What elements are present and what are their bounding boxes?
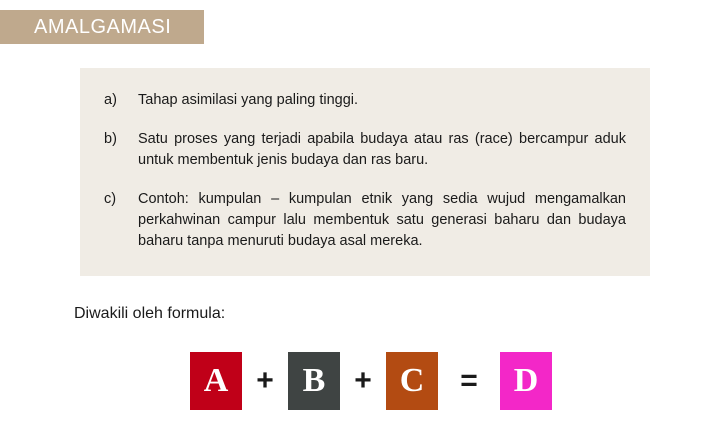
list-item-marker: a) <box>104 92 117 108</box>
list-item-text: Tahap asimilasi yang paling tinggi. <box>138 92 359 108</box>
list-item-marker: c) <box>104 191 117 208</box>
formula-tile-c: C <box>386 352 438 410</box>
content-box <box>80 68 650 276</box>
list-item <box>104 90 626 111</box>
formula-tile-b: B <box>288 352 340 410</box>
list-item <box>104 129 626 171</box>
formula-caption: Diwakili oleh formula: <box>74 305 226 322</box>
page-title: AMALGAMASI <box>34 15 172 38</box>
list-item-marker: b) <box>104 131 117 148</box>
formula-operator-equals: = <box>460 364 478 397</box>
formula-row <box>190 352 552 410</box>
list-item <box>104 189 626 252</box>
formula-operator-plus: + <box>354 364 372 397</box>
list-item-text: Satu proses yang terjadi apabila budaya atau ras (race) bercampur aduk untuk membentuk jenis budaya dan ras baru. <box>138 131 626 169</box>
slide-title-banner <box>0 10 204 44</box>
list-item-text: Contoh: kumpulan – kumpulan etnik yang sedia wujud mengamalkan perkahwinan campur lalu membentuk satu generasi baharu dan budaya baharu tanpa menuruti budaya asal mereka. <box>138 191 626 250</box>
formula-tile-a: A <box>190 352 242 410</box>
formula-operator-plus: + <box>256 364 274 397</box>
formula-tile-d: D <box>500 352 552 410</box>
